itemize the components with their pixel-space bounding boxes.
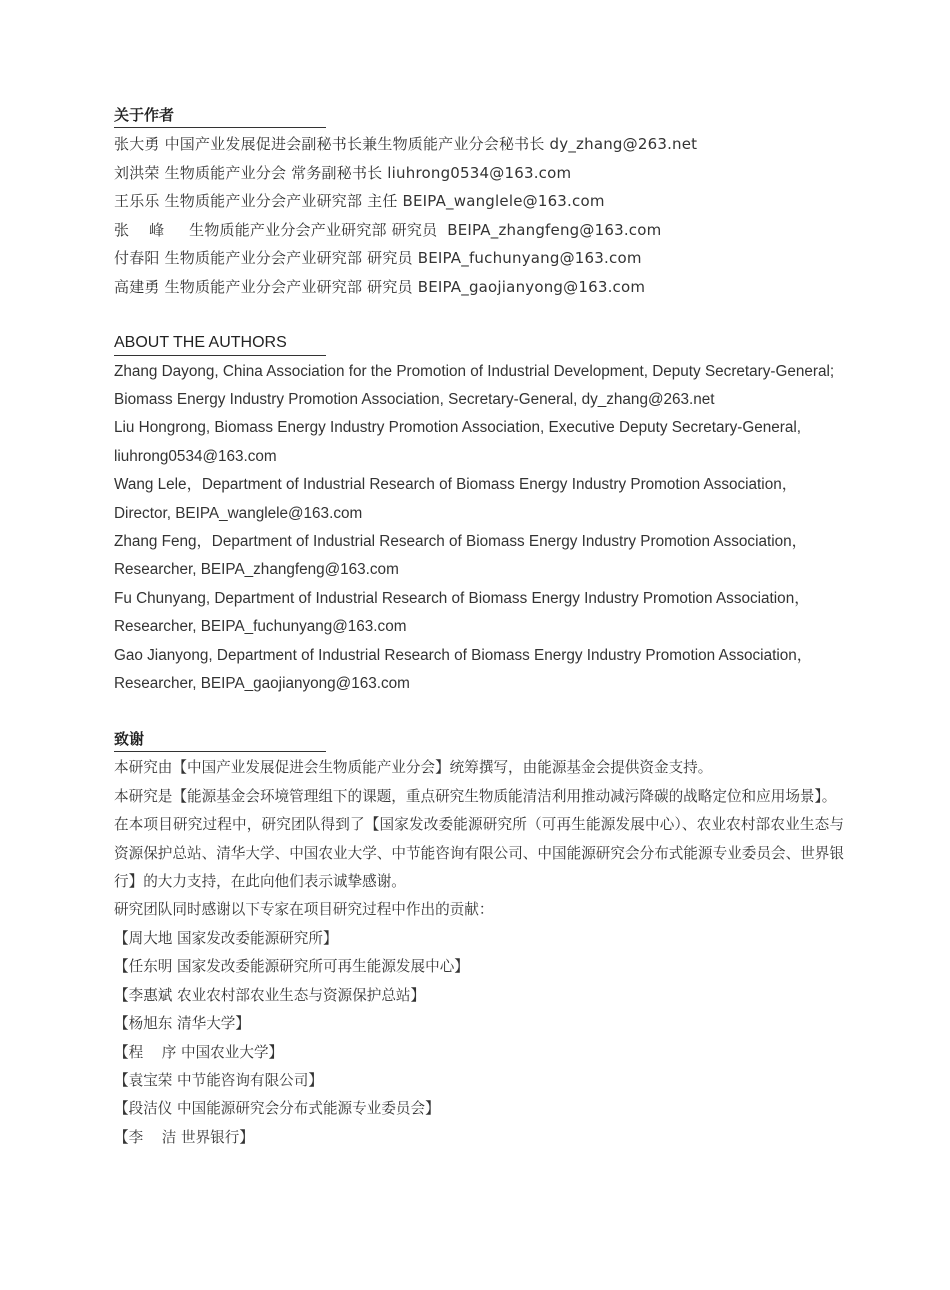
ack-paragraph: 研究团队同时感谢以下专家在项目研究过程中作出的贡献： xyxy=(114,901,494,919)
expert-list-item: 【李惠斌 农业农村部农业生态与资源保护总站】 xyxy=(114,986,426,1004)
acknowledgements-heading: 致谢 xyxy=(114,728,326,752)
document-page xyxy=(114,104,844,1182)
expert-list-item: 【段洁仪 中国能源研究会分布式能源专业委员会】 xyxy=(114,1100,440,1118)
expert-list-item: 【杨旭东 清华大学】 xyxy=(114,1015,250,1033)
expert-list-item: 【李 洁 世界银行】 xyxy=(114,1128,254,1146)
about-authors-en-heading: ABOUT THE AUTHORS xyxy=(114,332,326,356)
author-entry-en: Gao Jianyong, Department of Industrial Research of Biomass Energy Industry Promotion Association，Researcher, BEIPA_gaojianyong@163.com xyxy=(114,646,813,693)
ack-paragraph: 本研究由【中国产业发展促进会生物质能产业分会】统筹撰写，由能源基金会提供资金支持。 xyxy=(114,759,713,777)
expert-list-item: 【周大地 国家发改委能源研究所】 xyxy=(114,929,338,947)
about-authors-en-section xyxy=(114,332,844,699)
acknowledgements-section xyxy=(114,728,844,1152)
author-entry-en: Fu Chunyang, Department of Industrial Research of Biomass Energy Industry Promotion Association，Researcher, BEIPA_fuchunyang@163.com xyxy=(114,589,810,636)
author-entry-en: Liu Hongrong, Biomass Energy Industry Promotion Association, Executive Deputy Secretary-General, liuhrong0534@163.com xyxy=(114,419,801,465)
author-line-zh: 张 峰 生物质能产业分会产业研究部 研究员 BEIPA_zhangfeng@163.com xyxy=(114,220,662,239)
ack-paragraph: 在本项目研究过程中，研究团队得到了【国家发改委能源研究所（可再生能源发展中心）、农业农村部农业生态与资源保护总站、清华大学、中国农业大学、中节能咨询有限公司、中国能源研究会分布式能源专业委员会、世界银行】的大力支持，在此向他们表示诚挚感谢。 xyxy=(114,816,844,891)
author-line-zh: 刘洪荣 生物质能产业分会 常务副秘书长 liuhrong0534@163.com xyxy=(114,163,572,182)
author-line-zh: 付春阳 生物质能产业分会产业研究部 研究员 BEIPA_fuchunyang@163.com xyxy=(114,249,642,268)
author-entry-en: Zhang Dayong, China Association for the Promotion of Industrial Development, Deputy Secretary-General; Biomass Energy Industry Promotion Association, Secretary-General, dy_zhang@263.net xyxy=(114,362,835,408)
expert-list-item: 【程 序 中国农业大学】 xyxy=(114,1043,284,1061)
ack-paragraph: 本研究是【能源基金会环境管理组下的课题，重点研究生物质能清洁利用推动减污降碳的战略定位和应用场景】。 xyxy=(114,787,837,805)
author-entry-en: Wang Lele，Department of Industrial Research of Biomass Energy Industry Promotion Association，Director, BEIPA_wanglele@163.com xyxy=(114,476,798,522)
about-authors-zh-heading: 关于作者 xyxy=(114,104,326,128)
author-line-zh: 张大勇 中国产业发展促进会副秘书长兼生物质能产业分会秘书长 dy_zhang@263.net xyxy=(114,135,698,153)
about-authors-zh-section xyxy=(114,104,844,302)
expert-list-item: 【任东明 国家发改委能源研究所可再生能源发展中心】 xyxy=(114,958,469,976)
author-entry-en: Zhang Feng，Department of Industrial Research of Biomass Energy Industry Promotion Association，Researcher, BEIPA_zhangfeng@163.com xyxy=(114,533,807,579)
author-line-zh: 高建勇 生物质能产业分会产业研究部 研究员 BEIPA_gaojianyong@163.com xyxy=(114,277,646,296)
author-line-zh: 王乐乐 生物质能产业分会产业研究部 主任 BEIPA_wanglele@163.com xyxy=(114,192,605,211)
expert-list-item: 【袁宝荣 中节能咨询有限公司】 xyxy=(114,1071,323,1089)
